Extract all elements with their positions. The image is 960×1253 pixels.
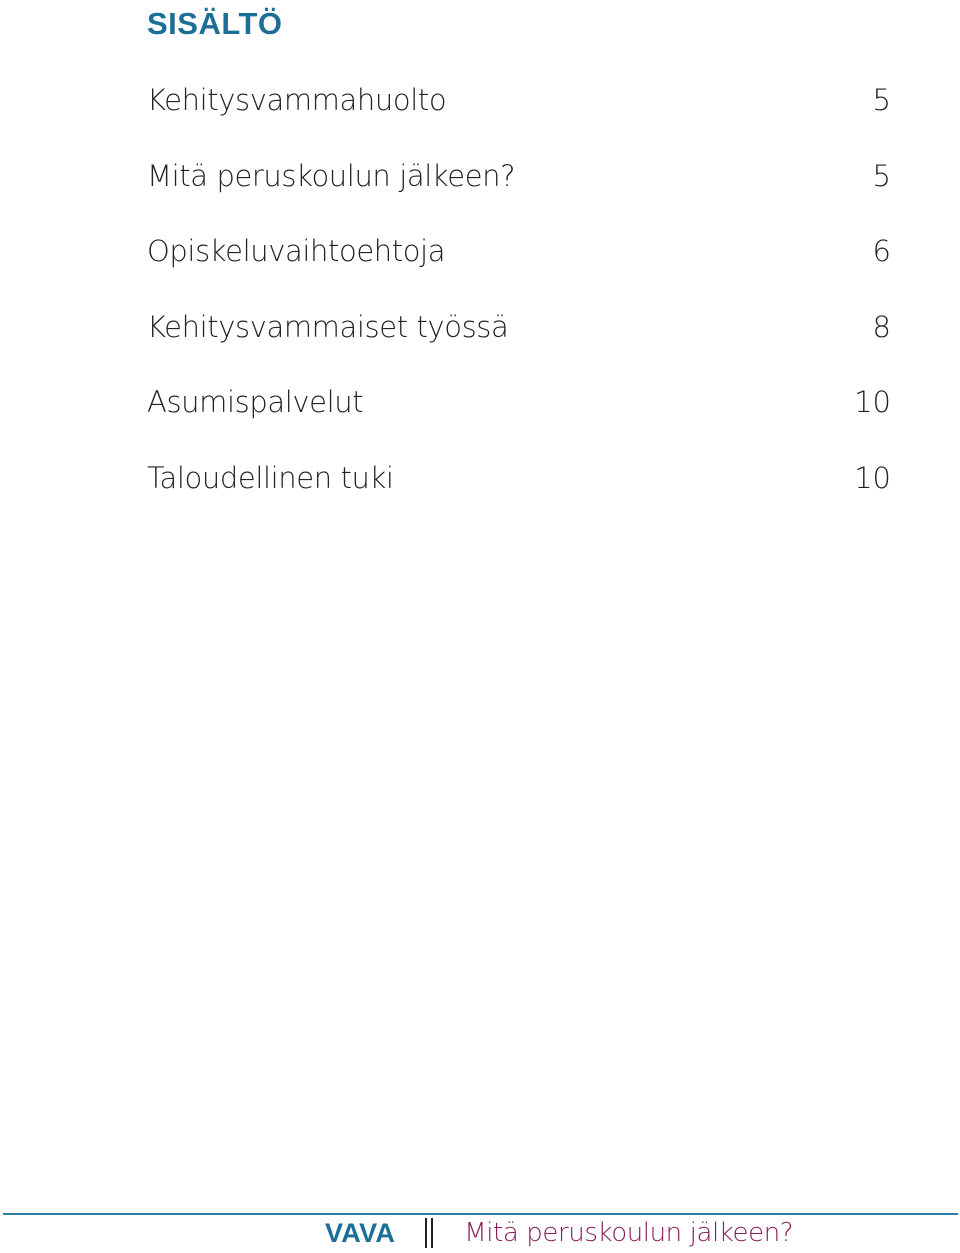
toc-entry-label: Mitä peruskoulun jälkeen? (147, 158, 516, 193)
toc-entry-page: 5 (872, 158, 891, 193)
page-footer (325, 1215, 793, 1251)
toc-entry-label: Asumispalvelut (147, 385, 364, 420)
toc-title: SISÄLTÖ (147, 6, 283, 41)
footer-title: Mitä peruskoulun jälkeen? (464, 1218, 794, 1248)
toc-entry-page: 6 (872, 234, 891, 269)
toc-entry-page: 10 (854, 385, 891, 420)
toc-list (147, 80, 891, 534)
toc-entry-page: 5 (872, 83, 891, 117)
toc-entry-page: 10 (854, 460, 891, 495)
toc-entry[interactable] (147, 458, 891, 534)
toc-entry-label: Kehitysvammaiset työssä (147, 309, 509, 344)
toc-entry-label: Opiskeluvaihtoehtoja (147, 234, 446, 269)
toc-entry[interactable] (147, 307, 891, 383)
toc-entry-label: Kehitysvammahuolto (147, 83, 447, 117)
toc-entry[interactable] (147, 156, 891, 232)
toc-entry[interactable] (147, 231, 891, 307)
toc-entry-label: Taloudellinen tuki (147, 460, 394, 495)
toc-entry-page: 8 (872, 309, 891, 344)
toc-entry[interactable] (147, 382, 891, 458)
toc-entry[interactable] (147, 80, 891, 156)
footer-logo: VAVA (325, 1218, 396, 1248)
footer-separator (425, 1218, 433, 1248)
